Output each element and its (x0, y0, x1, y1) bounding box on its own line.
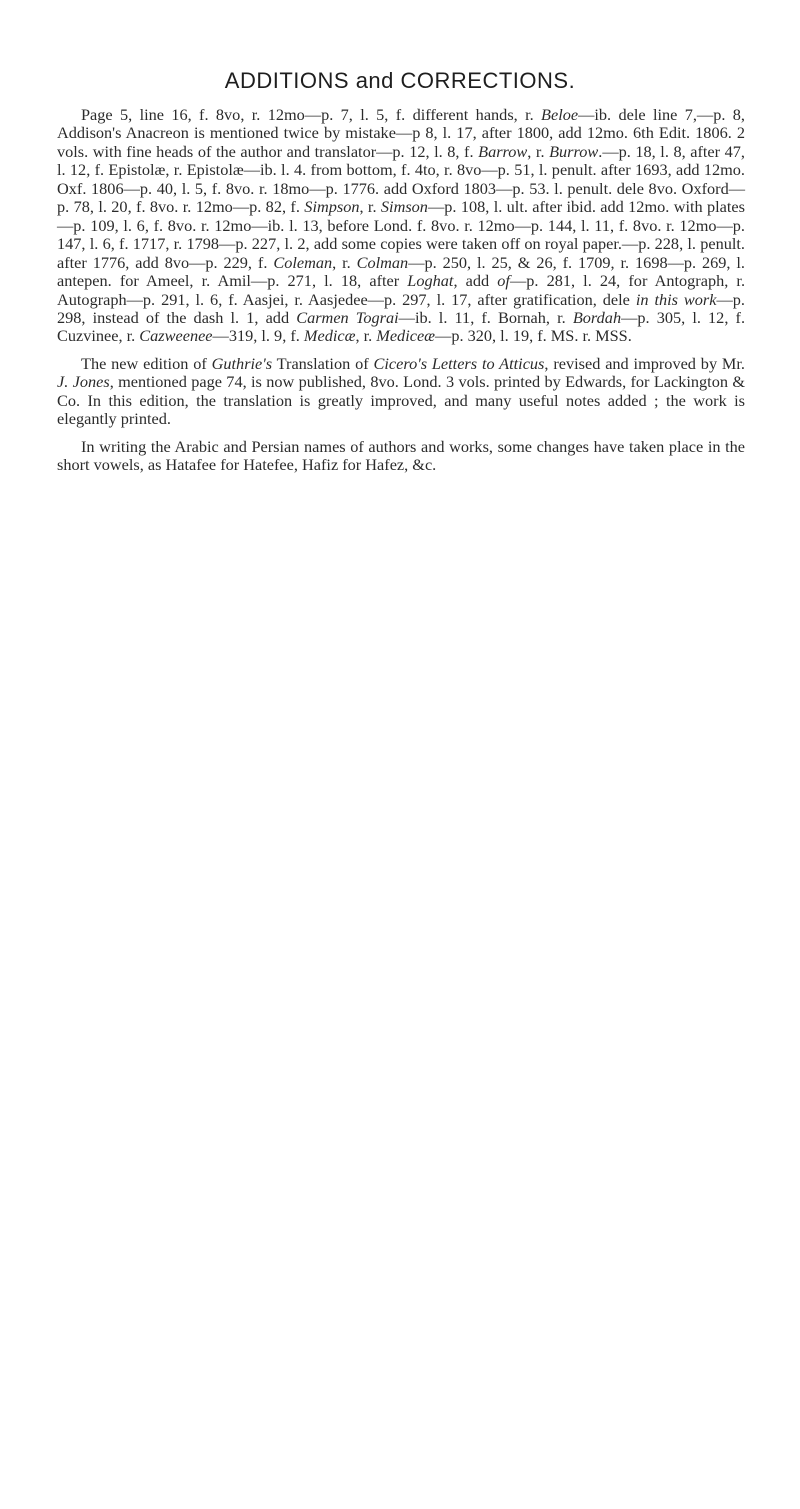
text-run: —p. 250, l. 25, & 26, f. 1709, r. 1698—p. 269, l. antepen. for Ameel, r. Amil—p. 271, l. 18, after (57, 252, 746, 291)
text-run: —ib. l. 11, f. Bornah, r. (398, 307, 573, 327)
italic-text-run: Cazweenee (139, 326, 213, 346)
text-run: , r. (359, 197, 381, 217)
italic-text-run: Bordah (572, 307, 622, 327)
text-run: , r. (527, 141, 550, 161)
text-run: , r. (332, 252, 357, 272)
text-run: The new edition of (81, 353, 212, 373)
italic-text-run: Barrow (478, 141, 528, 161)
italic-text-run: Simson (380, 197, 428, 217)
new-edition-paragraph (57, 355, 745, 429)
italic-text-run: in this work (635, 289, 717, 309)
italic-text-run: of (497, 271, 510, 291)
text-run: , r. (355, 326, 377, 346)
text-run: , add (453, 271, 498, 291)
text-run: .—p. 18, l. 8, after 47, l. 12, f. Epistolæ, r. Epistolæ—ib. l. 4. from bottom, f. 4to, r. 8vo—p. 51, l. penult. after 1693, add 12mo. Oxf. 1806—p. 40, l. 5, f. 8vo. r. 18mo—p. 1776. add Oxford 1803—p. 53. l. penult. dele 8vo. Oxford—p. 78, l. 20, f. 8vo. r. 12mo—p. 82, f. (57, 141, 745, 217)
text-run: , revised and improved by Mr. (544, 353, 746, 373)
italic-text-run: Burrow (549, 141, 599, 161)
text-run: —ib. dele line 7,—p. 8, Addison's Anacreon is mentioned twice by mistake—p 8, l. 17, after 1800, add 12mo. 6th Edit. 1806. 2 vols. with fine heads of the author and translator—p. 12, l. 8, f. (57, 105, 745, 161)
italic-text-run: Loghat (407, 271, 454, 291)
text-run: —p. 281, l. 24, for Antograph, r. Autograph—p. 291, l. 6, f. Aasjei, r. Aasjedee—p. 297, l. 17, after gratification, dele (57, 271, 746, 309)
italic-text-run: Cicero's Letters to Atticus (373, 353, 545, 373)
page-heading: ADDITIONS and CORRECTIONS. (224, 68, 576, 93)
italic-text-run: J. Jones (57, 372, 110, 392)
spelling-note-paragraph (57, 438, 745, 475)
text-run: —319, l. 9, f. (212, 326, 304, 346)
italic-text-run: Simpson (304, 197, 360, 217)
italic-text-run: Carmen Tograi (296, 307, 399, 327)
text-run: Page 5, line 16, f. 8vo, r. 12mo—p. 7, l. 5, f. different hands, r. (81, 105, 542, 124)
text-run: —p. 298, instead of the dash l. 1, add (57, 289, 745, 327)
italic-text-run: Beloe (541, 105, 579, 124)
text-run: In writing the Arabic and Persian names of authors and works, some changes have taken place in the short vowels, as Hatafee for Hatefee, Hafiz for Hafez, &c. (57, 436, 745, 475)
corrections-text (57, 106, 745, 484)
italic-text-run: Medicæ (303, 326, 356, 346)
text-run: —p. 108, l. ult. after ibid. add 12mo. with plates—p. 109, l. 6, f. 8vo. r. 12mo—ib. l. 13, before Lond. f. 8vo. r. 12mo—p. 144, l. 11, f. 8vo. r. 12mo—p. 147, l. 6, f. 1717, r. 1798—p. 227, l. 2, add some copies were taken off on royal paper.—p. 228, l. penult. after 1776, add 8vo—p. 229, f. (57, 197, 745, 272)
italic-text-run: Guthrie's (211, 353, 273, 373)
text-run: , mentioned page 74, is now published, 8vo. Lond. 3 vols. printed by Edwards, for Lackington & Co. In this edition, the translation is greatly improved, and many useful notes added ; the work is elegantly printed. (57, 372, 745, 429)
italic-text-run: Mediceæ (376, 326, 436, 346)
text-run: Translation of (272, 353, 374, 373)
text-run: —p. 320, l. 19, f. MS. r. MSS. (435, 326, 632, 346)
text-run: —p. 305, l. 12, f. Cuzvinee, r. (57, 307, 746, 346)
italic-text-run: Colman (356, 252, 409, 272)
italic-text-run: Coleman (273, 252, 333, 272)
corrections-paragraph (57, 106, 745, 346)
